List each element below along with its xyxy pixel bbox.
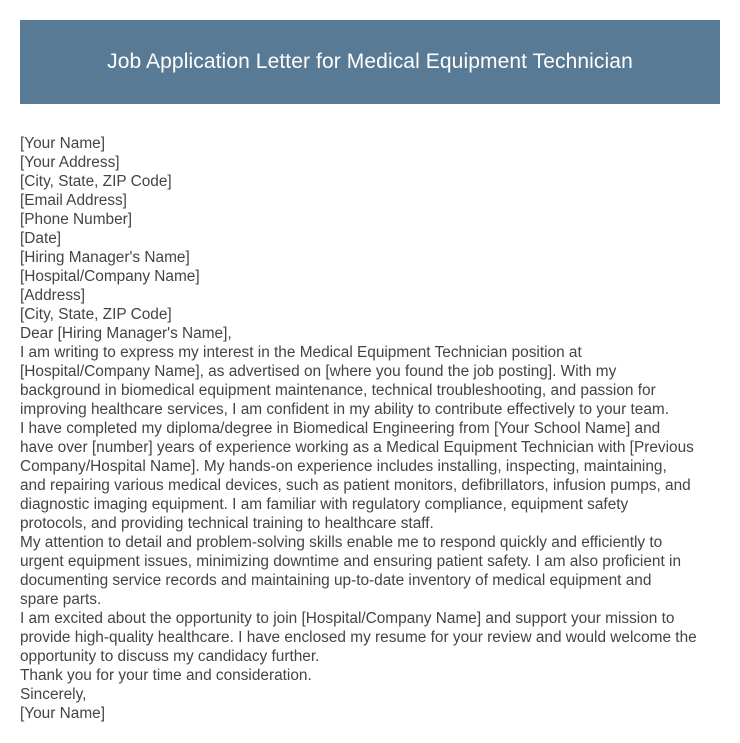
thank-you-line: Thank you for your time and consideration. bbox=[20, 667, 312, 684]
sender-name: [Your Name] bbox=[20, 135, 105, 152]
paragraph-skills-line: urgent equipment issues, minimizing downtime and ensuring patient safety. I am also proficient in bbox=[20, 553, 682, 570]
paragraph-experience-line: I have completed my diploma/degree in Biomedical Engineering from [Your School Name] and bbox=[20, 420, 661, 437]
paragraph-experience-line: and repairing various medical devices, such as patient monitors, defibrillators, infusion pumps, and bbox=[20, 477, 691, 494]
paragraph-skills-line: My attention to detail and problem-solving skills enable me to respond quickly and efficiently to bbox=[20, 534, 663, 551]
sender-address: [Your Address] bbox=[20, 154, 120, 171]
title-banner bbox=[20, 20, 720, 104]
paragraph-skills-line: documenting service records and maintaining up-to-date inventory of medical equipment and bbox=[20, 572, 652, 589]
sender-city-state-zip: [City, State, ZIP Code] bbox=[20, 173, 172, 190]
paragraph-closing-line: opportunity to discuss my candidacy further. bbox=[20, 648, 320, 665]
salutation: Dear [Hiring Manager's Name], bbox=[20, 325, 232, 342]
paragraph-experience-line: protocols, and providing technical training to healthcare staff. bbox=[20, 515, 434, 532]
paragraph-intro-line: I am writing to express my interest in the Medical Equipment Technician position at bbox=[20, 344, 582, 361]
recipient-company: [Hospital/Company Name] bbox=[20, 268, 200, 285]
signature-name: [Your Name] bbox=[20, 705, 105, 722]
sender-email: [Email Address] bbox=[20, 192, 127, 209]
recipient-name: [Hiring Manager's Name] bbox=[20, 249, 190, 266]
paragraph-intro-line: background in biomedical equipment maintenance, technical troubleshooting, and passion for bbox=[20, 382, 656, 399]
letter-body bbox=[20, 134, 722, 723]
paragraph-experience-line: Company/Hospital Name]. My hands-on experience includes installing, inspecting, maintaining, bbox=[20, 458, 667, 475]
paragraph-closing-line: I am excited about the opportunity to join [Hospital/Company Name] and support your mission to bbox=[20, 610, 675, 627]
paragraph-skills-line: spare parts. bbox=[20, 591, 102, 608]
letter-date: [Date] bbox=[20, 230, 62, 247]
recipient-address: [Address] bbox=[20, 287, 86, 304]
page-title: Job Application Letter for Medical Equipment Technician bbox=[107, 50, 633, 73]
paragraph-intro-line: [Hospital/Company Name], as advertised on [where you found the job posting]. With my bbox=[20, 363, 617, 380]
sender-phone: [Phone Number] bbox=[20, 211, 133, 228]
sign-off: Sincerely, bbox=[20, 686, 87, 703]
paragraph-closing-line: provide high-quality healthcare. I have enclosed my resume for your review and would welcome the bbox=[20, 629, 697, 646]
recipient-city-state-zip: [City, State, ZIP Code] bbox=[20, 306, 172, 323]
paragraph-experience-line: have over [number] years of experience working as a Medical Equipment Technician with [Previous bbox=[20, 439, 694, 456]
paragraph-experience-line: diagnostic imaging equipment. I am familiar with regulatory compliance, equipment safety bbox=[20, 496, 629, 513]
paragraph-intro-line: improving healthcare services, I am confident in my ability to contribute effectively to your team. bbox=[20, 401, 669, 418]
